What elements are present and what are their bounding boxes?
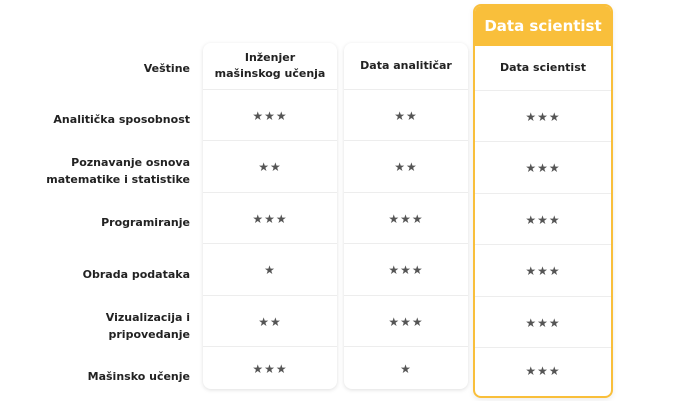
row-label-math-stats: Poznavanje osnova matematike i statistike [46, 156, 190, 186]
rating-cell: ★★★ [475, 193, 611, 245]
rating-cell: ★★★ [203, 192, 337, 244]
rating-cell: ★★★ [344, 295, 468, 347]
column-data-scientist [473, 4, 613, 398]
column-header: Inženjer mašinskog učenja [214, 51, 326, 80]
rating-cell: ★★★ [344, 243, 468, 296]
column-header: Data scientist [499, 61, 587, 74]
column-ml-engineer [203, 43, 337, 389]
rating-cell: ★★★ [475, 90, 611, 142]
rating-cell: ★★ [203, 295, 337, 347]
row-label-analytical: Analitička sposobnost [53, 113, 190, 126]
highlight-banner: Data scientist [475, 6, 611, 46]
rating-cell: ★ [203, 243, 337, 296]
rating-cell: ★★ [203, 140, 337, 193]
row-label-machine-learning: Mašinsko učenje [87, 369, 190, 383]
rating-cell: ★ [344, 346, 468, 390]
column-data-analyst [344, 43, 468, 389]
rating-cell: ★★★ [475, 244, 611, 297]
rating-cell: ★★★ [475, 296, 611, 348]
rating-cell: ★★★ [203, 346, 337, 390]
rating-cell: ★★★ [475, 141, 611, 194]
rating-cell: ★★★ [475, 347, 611, 393]
rating-cell: ★★ [344, 140, 468, 193]
row-label-data-processing: Obrada podataka [82, 267, 190, 281]
row-label-skills: Veštine [143, 61, 190, 75]
rating-cell: ★★ [344, 89, 468, 141]
row-label-programming: Programiranje [101, 216, 190, 229]
rating-cell: ★★★ [344, 192, 468, 244]
row-label-visualization: Vizualizacija i pripovedanje [105, 310, 190, 341]
rating-cell: ★★★ [203, 89, 337, 141]
column-header: Data analitičar [360, 59, 452, 72]
